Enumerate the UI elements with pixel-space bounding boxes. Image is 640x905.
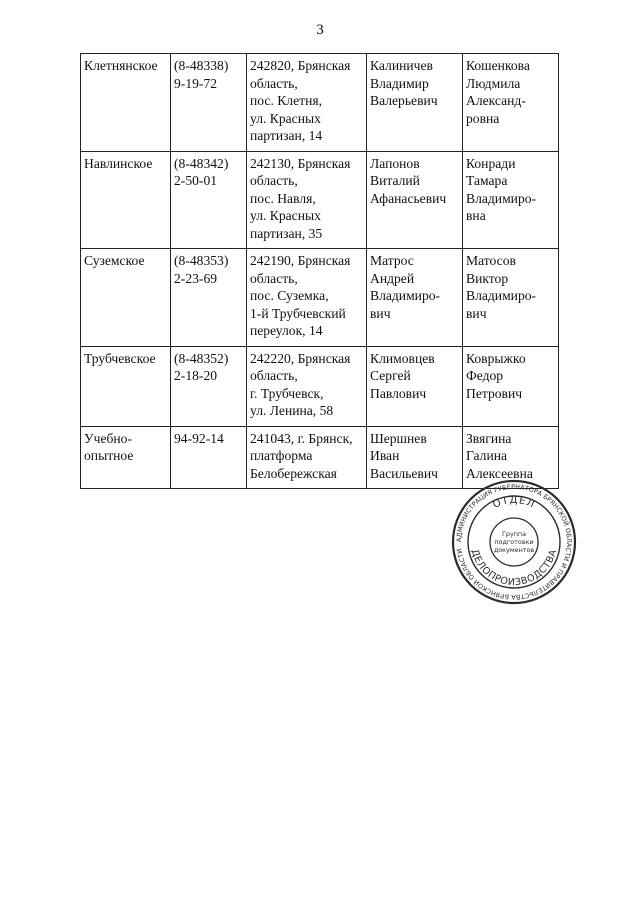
cell-name: Суземское (81, 249, 171, 347)
table-row (81, 54, 559, 152)
stamp-text (455, 483, 573, 601)
cell-address: 242190, Брянская область, пос. Суземка, 1-й Трубчевский переулок, 14 (247, 249, 367, 347)
stamp-outer-text: АДМИНИСТРАЦИЯ ГУБЕРНАТОРА БРЯНСКОЙ ОБЛАСТИ И ПРАВИТЕЛЬСТВА БРЯНСКОЙ ОБЛАСТИ (454, 482, 574, 602)
page-number: 3 (316, 22, 324, 38)
cell-head: Лапонов Виталий Афанасьевич (367, 151, 463, 249)
cell-contact: Конради Тамара Владимиро- вна (463, 151, 559, 249)
cell-phone: (8-48352) 2-18-20 (171, 346, 247, 426)
cell-address: 242820, Брянская область, пос. Клетня, ул. Красных партизан, 14 (247, 54, 367, 152)
cell-name: Трубчевское (81, 346, 171, 426)
cell-phone: (8-48353) 2-23-69 (171, 249, 247, 347)
cell-head: Климовцев Сергей Павлович (367, 346, 463, 426)
stamp-inner-top: ОТДЕЛ (491, 494, 537, 511)
cell-head: Калиничев Владимир Валерьевич (367, 54, 463, 152)
cell-address: 242220, Брянская область, г. Трубчевск, ул. Ленина, 58 (247, 346, 367, 426)
stamp-center-line: документов (493, 546, 535, 554)
cell-address: 241043, г. Брянск, платформа Белобережская (247, 426, 367, 489)
cell-contact: Звягина Галина Алексеевна (463, 426, 559, 489)
table-row (81, 249, 559, 347)
directory-table (80, 53, 559, 489)
cell-name: Навлинское (81, 151, 171, 249)
cell-address: 242130, Брянская область, пос. Навля, ул. Красных партизан, 35 (247, 151, 367, 249)
cell-contact: Матосов Виктор Владимиро- вич (463, 249, 559, 347)
cell-phone: 94-92-14 (171, 426, 247, 489)
cell-head: Матрос Андрей Владимиро- вич (367, 249, 463, 347)
table-row (81, 151, 559, 249)
cell-contact: Кошенкова Людмила Александ- ровна (463, 54, 559, 152)
cell-head: Шершнев Иван Васильевич (367, 426, 463, 489)
cell-phone: (8-48342) 2-50-01 (171, 151, 247, 249)
stamp-center-line: подготовки (494, 538, 534, 546)
cell-contact: Коврыжко Федор Петрович (463, 346, 559, 426)
official-stamp (450, 478, 578, 606)
stamp-inner-bottom: ДЕЛОПРОИЗВОДСТВА (468, 548, 560, 589)
cell-phone: (8-48338) 9-19-72 (171, 54, 247, 152)
stamp-center-line: Группа (501, 530, 527, 538)
cell-name: Клетнянское (81, 54, 171, 152)
cell-name: Учебно- опытное (81, 426, 171, 489)
table-row (81, 346, 559, 426)
